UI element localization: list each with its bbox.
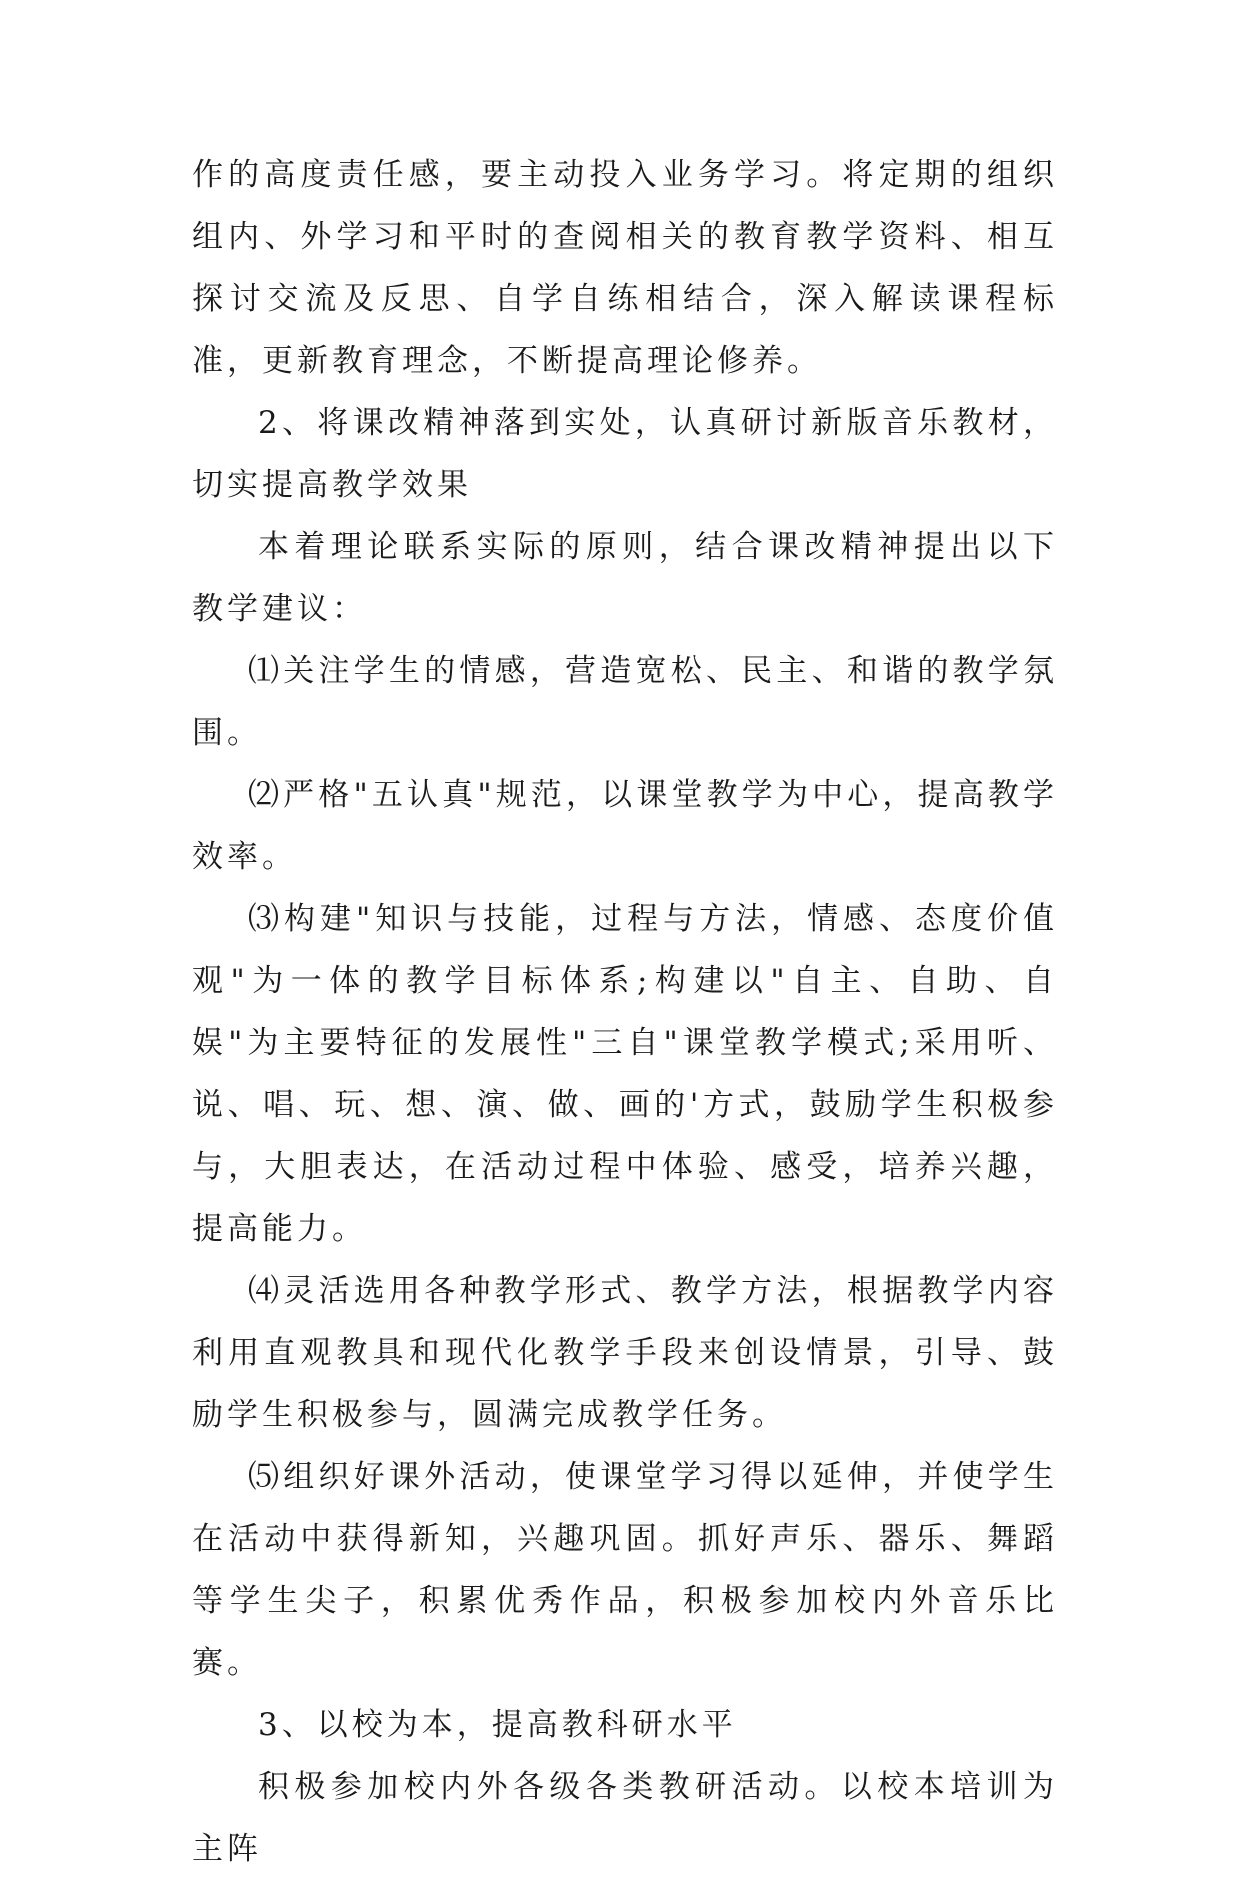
document-body [192,144,1058,1880]
paragraph-intro: 本着理论联系实际的原则，结合课改精神提出以下教学建议： [192,529,1058,627]
section-heading-3: 3、以校为本，提高教科研水平 [258,1707,737,1743]
list-item-4: ⑷灵活选用各种教学形式、教学方法，根据教学内容利用直观教具和现代化教学手段来创设情景，引导、鼓励学生积极参与，圆满完成教学任务。 [192,1273,1058,1433]
list-item-2: ⑵严格"五认真"规范，以课堂教学为中心，提高教学效率。 [192,777,1058,875]
list-item-3: ⑶构建"知识与技能，过程与方法，情感、态度价值观"为一体的教学目标体系;构建以"自主、自助、自娱"为主要特征的发展性"三自"课堂教学模式;采用听、说、唱、玩、想、演、做、画的'方式，鼓励学生积极参与，大胆表达，在活动过程中体验、感受，培养兴趣，提高能力。 [192,901,1058,1247]
list-item-1: ⑴关注学生的情感，营造宽松、民主、和谐的教学氛围。 [192,653,1058,751]
list-item-5: ⑸组织好课外活动，使课堂学习得以延伸，并使学生在活动中获得新知，兴趣巩固。抓好声乐、器乐、舞蹈等学生尖子，积累优秀作品，积极参加校内外音乐比赛。 [192,1459,1058,1681]
paragraph-continuation: 作的高度责任感，要主动投入业务学习。将定期的组织组内、外学习和平时的查阅相关的教育教学资料、相互探讨交流及反思、自学自练相结合，深入解读课程标准，更新教育理念，不断提高理论修养。 [192,157,1058,379]
section-heading-2: 2、将课改精神落到实处，认真研讨新版音乐教材，切实提高教学效果 [192,405,1058,503]
paragraph-final: 积极参加校内外各级各类教研活动。以校本培训为主阵 [192,1769,1058,1867]
